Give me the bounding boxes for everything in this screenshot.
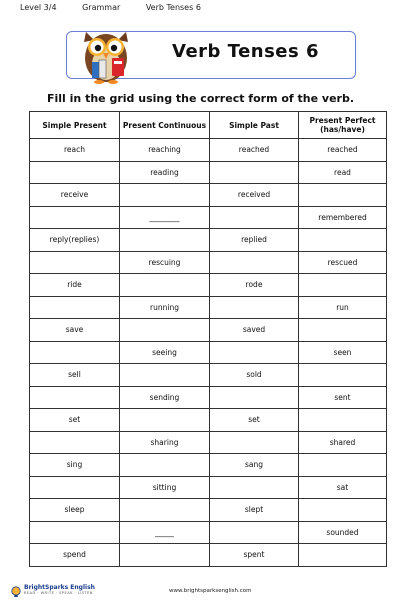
topic-label: Verb Tenses 6 <box>145 3 201 12</box>
table-row <box>30 521 387 544</box>
table-cell <box>120 184 210 207</box>
table-cell: sounded <box>299 521 387 544</box>
table-row <box>30 184 387 207</box>
level-label: Level 3/4 <box>20 3 57 12</box>
table-cell: slept <box>210 499 299 522</box>
table-cell: sending <box>120 386 210 409</box>
table-cell: sang <box>210 454 299 477</box>
table-cell: reading <box>120 161 210 184</box>
table-row <box>30 161 387 184</box>
table-cell <box>30 206 120 229</box>
table-cell: rescued <box>299 251 387 274</box>
footer-brand-name: BrightSparks English <box>24 584 95 591</box>
table-cell: rescuing <box>120 251 210 274</box>
table-cell: ________ <box>120 206 210 229</box>
table-cell <box>30 341 120 364</box>
table-cell <box>120 274 210 297</box>
table-row <box>30 341 387 364</box>
owl-reading-book-icon <box>74 22 138 86</box>
table-cell <box>299 184 387 207</box>
table-row <box>30 319 387 342</box>
table-row <box>30 296 387 319</box>
footer-brand <box>24 584 95 595</box>
header-present-perfect <box>299 112 387 139</box>
table-row <box>30 476 387 499</box>
table-cell: reply(replies) <box>30 229 120 252</box>
table-row <box>30 364 387 387</box>
table-cell: reached <box>210 139 299 162</box>
table-row <box>30 454 387 477</box>
table-cell: rode <box>210 274 299 297</box>
table-cell <box>30 251 120 274</box>
table-cell <box>210 341 299 364</box>
table-row <box>30 274 387 297</box>
table-cell <box>30 296 120 319</box>
table-cell: spend <box>30 544 120 567</box>
table-cell <box>210 431 299 454</box>
lightbulb-logo-icon <box>10 586 22 598</box>
table-cell: reached <box>299 139 387 162</box>
table-cell <box>210 206 299 229</box>
table-cell: set <box>30 409 120 432</box>
topbar <box>20 3 224 12</box>
table-cell: save <box>30 319 120 342</box>
footer-url: www.brightsparksenglish.com <box>169 588 252 594</box>
table-cell <box>299 544 387 567</box>
table-cell: shared <box>299 431 387 454</box>
table-cell: seen <box>299 341 387 364</box>
verb-tense-grid <box>29 111 387 567</box>
table-cell <box>30 431 120 454</box>
table-row <box>30 409 387 432</box>
table-cell: spent <box>210 544 299 567</box>
table-cell: _____ <box>120 521 210 544</box>
page-title: Verb Tenses 6 <box>172 41 320 62</box>
table-row <box>30 139 387 162</box>
header-simple-present: Simple Present <box>30 112 120 139</box>
table-cell: sleep <box>30 499 120 522</box>
table-cell <box>120 229 210 252</box>
table-cell: reaching <box>120 139 210 162</box>
table-body <box>30 139 387 567</box>
table-cell: sharing <box>120 431 210 454</box>
header-present-continuous: Present Continuous <box>120 112 210 139</box>
table-cell <box>120 364 210 387</box>
table-cell: set <box>210 409 299 432</box>
table-cell: receive <box>30 184 120 207</box>
table-cell <box>120 499 210 522</box>
table-cell <box>210 386 299 409</box>
table-cell <box>299 364 387 387</box>
table-row <box>30 206 387 229</box>
footer-tagline: READ · WRITE · SPEAK · LISTEN <box>24 591 93 595</box>
table-cell <box>299 499 387 522</box>
table-cell <box>120 409 210 432</box>
table-row <box>30 229 387 252</box>
table-cell <box>299 454 387 477</box>
table-cell <box>299 409 387 432</box>
table-cell: saved <box>210 319 299 342</box>
table-cell: run <box>299 296 387 319</box>
table-cell <box>210 521 299 544</box>
table-cell <box>210 161 299 184</box>
table-cell: replied <box>210 229 299 252</box>
table-cell <box>30 521 120 544</box>
table-cell <box>210 296 299 319</box>
table-cell <box>120 319 210 342</box>
table-cell: running <box>120 296 210 319</box>
table-cell <box>30 476 120 499</box>
table-cell <box>30 161 120 184</box>
subject-label: Grammar <box>82 3 121 12</box>
header-simple-past: Simple Past <box>210 112 299 139</box>
table-cell: ride <box>30 274 120 297</box>
table-row <box>30 499 387 522</box>
table-cell <box>210 476 299 499</box>
table-cell: sell <box>30 364 120 387</box>
table-cell <box>120 544 210 567</box>
table-cell <box>299 319 387 342</box>
table-cell: sent <box>299 386 387 409</box>
table-cell: seeing <box>120 341 210 364</box>
instruction-text: Fill in the grid using the correct form of the verb. <box>47 92 355 105</box>
table-cell <box>30 386 120 409</box>
table-cell: sat <box>299 476 387 499</box>
table-row <box>30 386 387 409</box>
table-cell: remembered <box>299 206 387 229</box>
header-present-perfect-label: Present Perfect (has/have) <box>309 116 376 134</box>
table-cell: sold <box>210 364 299 387</box>
table-row <box>30 544 387 567</box>
table-cell <box>210 251 299 274</box>
table-row <box>30 431 387 454</box>
table-cell: sing <box>30 454 120 477</box>
table-cell: read <box>299 161 387 184</box>
table-cell <box>120 454 210 477</box>
table-cell: reach <box>30 139 120 162</box>
table-cell: sitting <box>120 476 210 499</box>
table-header-row <box>30 112 387 139</box>
table-cell <box>299 274 387 297</box>
table-cell: received <box>210 184 299 207</box>
table-cell <box>299 229 387 252</box>
table-row <box>30 251 387 274</box>
